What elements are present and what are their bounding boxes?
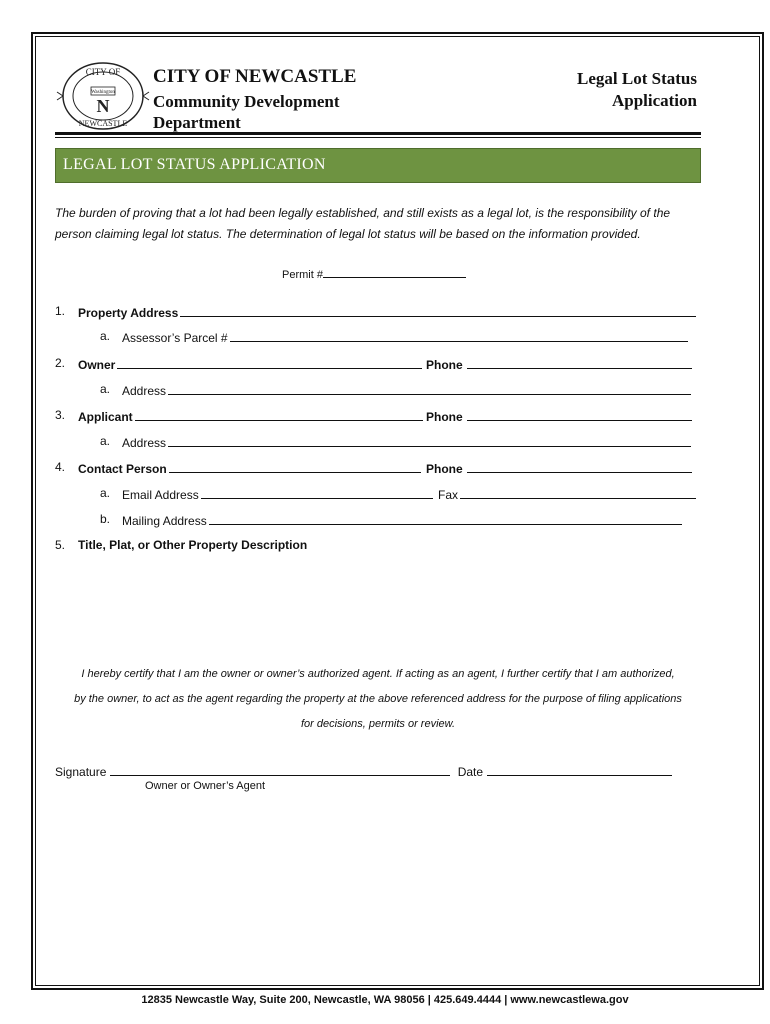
seal-letter: N	[96, 96, 110, 116]
signature-input-line[interactable]	[110, 763, 450, 776]
certification-text	[55, 662, 701, 737]
contact-person-input-line[interactable]	[169, 460, 421, 473]
applicant-field[interactable]	[78, 408, 423, 424]
property-address-label: Property Address	[78, 306, 179, 320]
contact-email-input-line[interactable]	[201, 486, 433, 499]
section-banner	[55, 148, 701, 183]
owner-address-input-line[interactable]	[168, 382, 691, 395]
item-number-2: 2.	[55, 356, 66, 370]
contact-person-label: Contact Person	[78, 462, 167, 476]
contact-email-label: Email Address	[122, 488, 199, 502]
contact-email-field[interactable]	[122, 486, 433, 502]
contact-fax-input-line[interactable]	[460, 486, 696, 499]
document-title	[497, 68, 697, 112]
applicant-phone-field[interactable]	[426, 408, 692, 424]
city-name: CITY OF NEWCASTLE	[153, 66, 357, 87]
owner-phone-input-line[interactable]	[467, 356, 692, 369]
contact-fax-label: Fax	[438, 488, 459, 502]
document-title-line2: Application	[611, 91, 697, 110]
department-name: Community Development Department	[153, 92, 340, 132]
seal-top-text: CITY OF	[85, 67, 121, 77]
property-address-field[interactable]	[78, 304, 696, 320]
certification-line-2: by the owner, to act as the agent regarding the property at the above referenced address for the purpose of filing applications	[74, 693, 682, 705]
item-number-1a: a.	[100, 329, 111, 343]
signature-label: Signature	[55, 765, 107, 779]
item-number-4a: a.	[100, 486, 111, 500]
banner-title: LEGAL LOT STATUS APPLICATION	[63, 156, 326, 173]
permit-field[interactable]	[282, 265, 466, 281]
item-number-4b: b.	[100, 512, 111, 526]
owner-phone-field[interactable]	[426, 356, 692, 372]
owner-phone-label: Phone	[426, 358, 463, 372]
signature-sublabel: Owner or Owner’s Agent	[145, 780, 266, 792]
contact-mailing-address-field[interactable]	[122, 512, 682, 528]
item-number-2a: a.	[100, 382, 111, 396]
date-label: Date	[457, 765, 484, 779]
property-address-input-line[interactable]	[180, 304, 696, 317]
property-description-label: Title, Plat, or Other Property Description	[78, 538, 308, 552]
owner-field[interactable]	[78, 356, 422, 372]
applicant-address-input-line[interactable]	[168, 434, 691, 447]
owner-label: Owner	[78, 358, 116, 372]
contact-mailing-address-input-line[interactable]	[209, 512, 682, 525]
document-title-line1: Legal Lot Status	[577, 69, 697, 88]
owner-address-field[interactable]	[122, 382, 691, 398]
permit-input-line[interactable]	[323, 265, 466, 278]
signature-row	[55, 763, 672, 779]
seal-bottom-text: NEWCASTLE	[78, 119, 128, 128]
applicant-address-label: Address	[122, 436, 167, 450]
city-seal-logo	[55, 60, 151, 132]
certification-line-3: for decisions, permits or review.	[300, 718, 456, 730]
item-number-4: 4.	[55, 460, 66, 474]
applicant-input-line[interactable]	[135, 408, 423, 421]
contact-phone-label: Phone	[426, 462, 463, 476]
header-rule-thin	[55, 137, 701, 138]
property-description-area[interactable]	[78, 556, 698, 651]
contact-phone-input-line[interactable]	[467, 460, 692, 473]
owner-input-line[interactable]	[117, 356, 422, 369]
item-number-3: 3.	[55, 408, 66, 422]
owner-address-label: Address	[122, 384, 167, 398]
applicant-label: Applicant	[78, 410, 133, 424]
applicant-phone-label: Phone	[426, 410, 463, 424]
parcel-number-input-line[interactable]	[230, 329, 688, 342]
certification-line-1: I hereby certify that I am the owner or owner’s authorized agent. If acting as an agent, I further certify that I am authorized,	[81, 668, 675, 680]
date-input-line[interactable]	[487, 763, 672, 776]
intro-paragraph: The burden of proving that a lot had been legally established, and still exists as a legal lot, is the responsibility of the person claiming legal lot status. The determination of legal lot status will be based on the information provided.	[55, 206, 671, 241]
contact-fax-field[interactable]	[438, 486, 696, 502]
parcel-number-label: Assessor’s Parcel #	[122, 331, 228, 345]
applicant-phone-input-line[interactable]	[467, 408, 692, 421]
footer-contact: 12835 Newcastle Way, Suite 200, Newcastle, WA 98056 | 425.649.4444 | www.newcastlewa.gov	[141, 994, 629, 1006]
permit-label: Permit #	[282, 269, 323, 281]
contact-phone-field[interactable]	[426, 460, 692, 476]
contact-mailing-address-label: Mailing Address	[122, 514, 207, 528]
item-number-5: 5.	[55, 538, 66, 552]
header-rule-thick	[55, 132, 701, 135]
item-number-1: 1.	[55, 304, 66, 318]
applicant-address-field[interactable]	[122, 434, 691, 450]
item-number-3a: a.	[100, 434, 111, 448]
parcel-number-field[interactable]	[122, 329, 688, 345]
contact-person-field[interactable]	[78, 460, 421, 476]
seal-mid-text: Washington	[91, 90, 115, 95]
